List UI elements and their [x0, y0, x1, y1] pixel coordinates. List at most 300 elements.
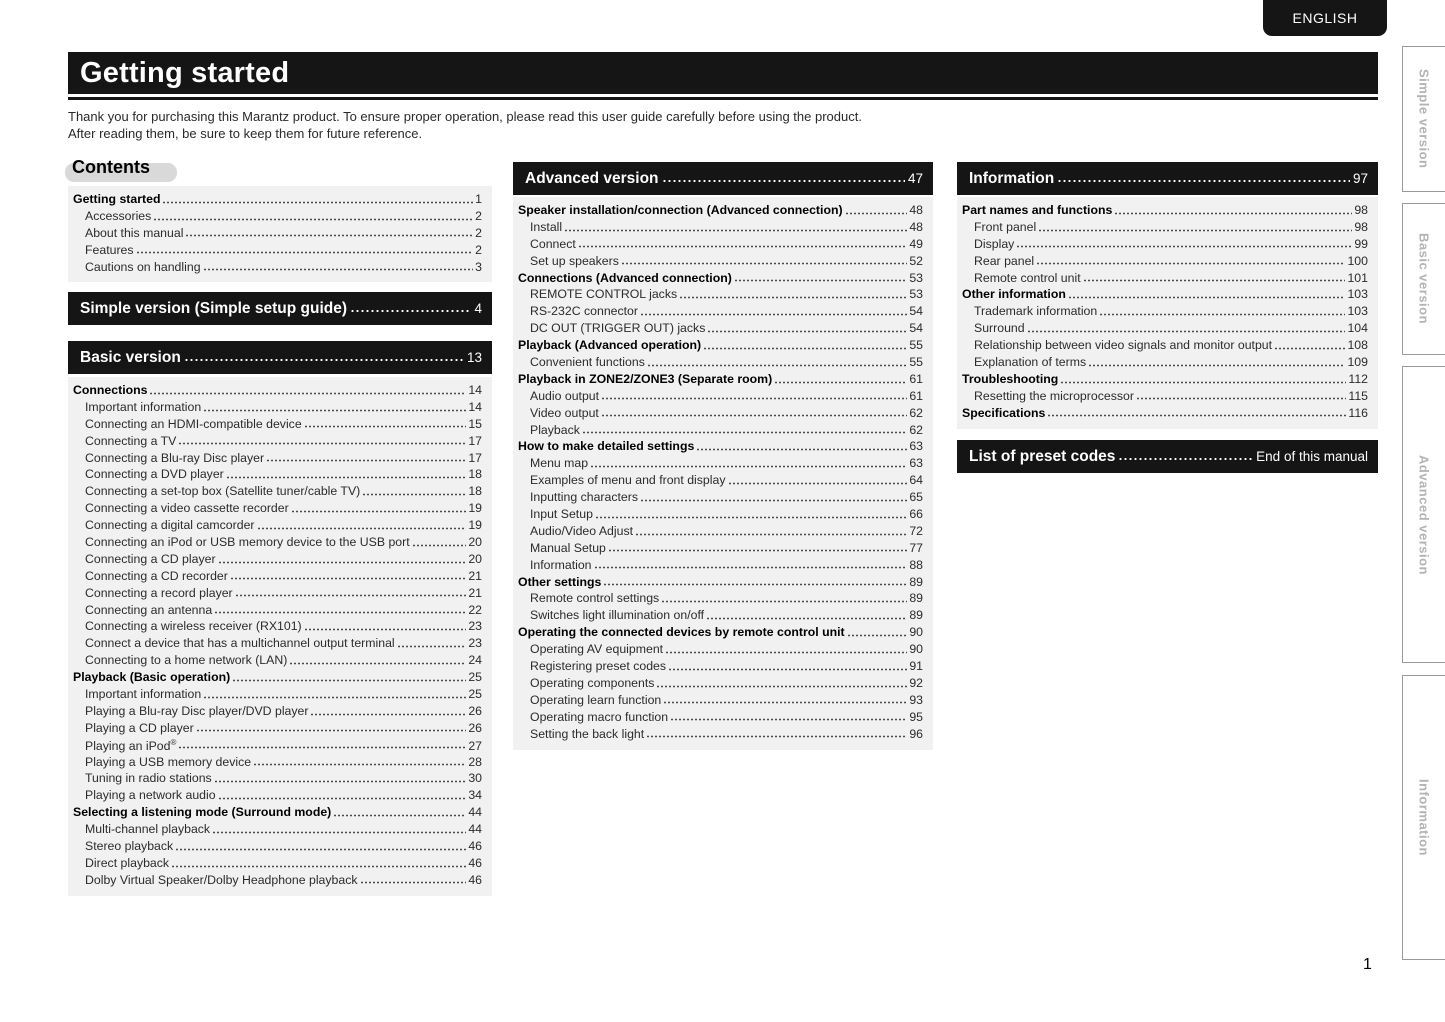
- toc-entry-label: Connecting a TV: [85, 433, 177, 448]
- dot-leader: [1088, 355, 1345, 372]
- dot-leader: [149, 383, 466, 400]
- intro-line-1: Thank you for purchasing this Marantz product. To ensure proper operation, please read this user guide carefully before using the product.: [68, 109, 862, 124]
- dot-leader: [178, 738, 466, 755]
- toc-entry[interactable]: [962, 220, 1368, 237]
- toc-entry-label: Connecting a Blu-ray Disc player: [85, 450, 265, 465]
- dot-leader: [662, 162, 905, 195]
- toc-section-bar-page: End of this manual: [1256, 449, 1368, 464]
- dot-leader: [590, 456, 907, 473]
- toc-entry[interactable]: [73, 704, 482, 721]
- toc-entry-page: 14: [468, 399, 482, 414]
- dot-leader: [214, 603, 466, 620]
- toc-entry-page: 15: [468, 416, 482, 431]
- toc-entry-label: Connecting to a home network (LAN): [85, 653, 288, 668]
- dot-leader: [397, 636, 467, 653]
- toc-entry-label: Display: [974, 236, 1015, 251]
- toc-entry-page: 62: [909, 405, 923, 420]
- toc-entry-label: Manual Setup: [530, 540, 606, 555]
- toc-entry-label: Operating AV equipment: [530, 642, 664, 657]
- toc-entry[interactable]: [518, 490, 923, 507]
- toc-entry[interactable]: [962, 355, 1368, 372]
- toc-entry-label: Playing a CD player: [85, 720, 194, 735]
- toc-entry-page: 89: [909, 591, 923, 606]
- toc-entry[interactable]: [518, 372, 923, 389]
- toc-entry[interactable]: [73, 209, 482, 226]
- toc-entry[interactable]: [518, 541, 923, 558]
- toc-entry[interactable]: [518, 220, 923, 237]
- toc-entry[interactable]: [518, 254, 923, 271]
- toc-section-bar-page: 47: [907, 171, 923, 186]
- toc-entry[interactable]: [518, 423, 923, 440]
- toc-entry[interactable]: [73, 451, 482, 468]
- toc-entry-label: How to make detailed settings: [518, 439, 695, 454]
- toc-section-bar-label: List of preset codes: [969, 447, 1116, 465]
- toc-section-bar[interactable]: [68, 292, 492, 325]
- toc-entry-page: 17: [468, 450, 482, 465]
- toc-entry-page: 18: [468, 484, 482, 499]
- toc-entry-page: 90: [909, 642, 923, 657]
- toc-entry[interactable]: [518, 558, 923, 575]
- toc-entry[interactable]: [73, 501, 482, 518]
- dot-leader: [333, 805, 466, 822]
- toc-entry[interactable]: [518, 203, 923, 220]
- toc-entry[interactable]: [962, 304, 1368, 321]
- intro-line-2: After reading them, be sure to keep them for future reference.: [68, 126, 423, 141]
- toc-entry-label: Direct playback: [85, 855, 170, 870]
- toc-entry-label: Rear panel: [974, 253, 1035, 268]
- dot-leader: [1016, 237, 1352, 254]
- toc-entry[interactable]: [518, 287, 923, 304]
- toc-entry-page: 24: [468, 653, 482, 668]
- toc-section-bar-label: Simple version (Simple setup guide): [80, 299, 347, 317]
- toc-entry-label: Front panel: [974, 219, 1037, 234]
- toc-entry-page: 90: [909, 625, 923, 640]
- toc-section-bar-page: 97: [1352, 171, 1368, 186]
- toc-entry[interactable]: [73, 721, 482, 738]
- dot-leader: [1114, 203, 1352, 220]
- toc-entry[interactable]: [518, 456, 923, 473]
- toc-section-bar[interactable]: [957, 440, 1378, 473]
- toc-entry-label: Playing an iPod®: [85, 737, 177, 753]
- toc-entry-label: Operating components: [530, 675, 655, 690]
- dot-leader: [203, 400, 466, 417]
- toc-entry-label: Connect a device that has a multichannel output terminal: [85, 636, 395, 651]
- side-tab-information[interactable]: Information: [1402, 675, 1445, 960]
- toc-entry-label: Operating macro function: [530, 709, 669, 724]
- toc-entry[interactable]: [518, 321, 923, 338]
- toc-entry-page: 96: [909, 726, 923, 741]
- dot-leader: [360, 873, 467, 890]
- toc-entry-page: 23: [468, 636, 482, 651]
- toc-entry[interactable]: [962, 321, 1368, 338]
- toc-entry-page: 21: [468, 568, 482, 583]
- toc-entry-label: Registering preset codes: [530, 659, 667, 674]
- toc-block: [957, 197, 1378, 429]
- toc-entry-label: Connecting an antenna: [85, 602, 213, 617]
- toc-entry[interactable]: [73, 873, 482, 890]
- toc-entry[interactable]: [962, 254, 1368, 271]
- english-language-tab[interactable]: ENGLISH: [1263, 0, 1387, 36]
- toc-entry[interactable]: [73, 192, 482, 209]
- toc-section-bar[interactable]: [513, 162, 933, 195]
- dot-leader: [235, 586, 467, 603]
- toc-entry-page: 62: [909, 422, 923, 437]
- toc-entry-label: DC OUT (TRIGGER OUT) jacks: [530, 321, 706, 336]
- toc-entry[interactable]: [962, 287, 1368, 304]
- toc-entry-page: 98: [1354, 203, 1368, 217]
- dot-leader: [594, 558, 908, 575]
- dot-leader: [608, 541, 907, 558]
- toc-entry-label: Remote control settings: [530, 591, 660, 606]
- dot-leader: [734, 271, 907, 288]
- dot-leader: [203, 687, 466, 704]
- dot-leader: [845, 203, 908, 220]
- toc-entry[interactable]: [73, 535, 482, 552]
- toc-entry-label: Audio output: [530, 388, 600, 403]
- dot-leader: [350, 292, 471, 325]
- toc-entry[interactable]: [73, 569, 482, 586]
- toc-entry-page: 2: [475, 208, 482, 223]
- toc-entry-label: Connecting a CD recorder: [85, 568, 228, 583]
- toc-entry-label: Specifications: [962, 405, 1046, 420]
- toc-entry-label: Trademark information: [974, 304, 1098, 319]
- toc-section-bar-label: Basic version: [80, 348, 181, 366]
- toc-entry[interactable]: [73, 383, 482, 400]
- toc-section-bar-page: 4: [474, 301, 482, 316]
- toc-entry[interactable]: [518, 659, 923, 676]
- toc-entry-label: Install: [530, 219, 563, 234]
- toc-entry[interactable]: [73, 619, 482, 636]
- dot-leader: [203, 260, 474, 277]
- toc-entry-page: 65: [909, 490, 923, 505]
- dot-leader: [601, 406, 907, 423]
- toc-entry-label: Accessories: [85, 208, 152, 223]
- dot-leader: [670, 710, 907, 727]
- page-title-bar: [68, 52, 1378, 94]
- toc-entry-label: Playing a USB memory device: [85, 754, 252, 769]
- side-tab-advanced-version[interactable]: Advanced version: [1402, 366, 1445, 663]
- toc-entry-page: 66: [909, 507, 923, 522]
- toc-entry-page: 53: [909, 287, 923, 302]
- toc-entry-page: 34: [468, 788, 482, 803]
- toc-entry-page: 99: [1354, 236, 1368, 251]
- toc-entry[interactable]: [73, 839, 482, 856]
- dot-leader: [212, 822, 466, 839]
- toc-entry-page: 26: [468, 703, 482, 718]
- toc-entry[interactable]: [518, 608, 923, 625]
- toc-entry-page: 2: [475, 225, 482, 240]
- toc-entry-label: Other information: [962, 287, 1066, 302]
- toc-entry-page: 103: [1347, 287, 1368, 302]
- toc-entry-label: RS-232C connector: [530, 304, 638, 319]
- toc-entry-page: 28: [468, 754, 482, 769]
- toc-entry[interactable]: [518, 389, 923, 406]
- toc-entry[interactable]: [962, 389, 1368, 406]
- dot-leader: [1099, 304, 1345, 321]
- toc-entry-label: Switches light illumination on/off: [530, 608, 705, 623]
- dot-leader: [171, 856, 466, 873]
- toc-section-bar-label: Advanced version: [525, 169, 659, 187]
- toc-entry-label: Connecting an HDMI-compatible device: [85, 416, 302, 431]
- dot-leader: [291, 501, 467, 518]
- toc-entry-label: Tuning in radio stations: [85, 771, 212, 786]
- dot-leader: [728, 473, 908, 490]
- toc-entry[interactable]: [73, 738, 482, 755]
- toc-entry[interactable]: [73, 586, 482, 603]
- dot-leader: [214, 771, 467, 788]
- toc-entry[interactable]: [518, 473, 923, 490]
- dot-leader: [1274, 338, 1345, 355]
- toc-section-bar[interactable]: [68, 341, 492, 374]
- toc-entry-page: 92: [909, 675, 923, 690]
- toc-entry[interactable]: [73, 653, 482, 670]
- dot-leader: [266, 451, 466, 468]
- toc-entry-page: 54: [909, 304, 923, 319]
- toc-block: [68, 377, 492, 896]
- dot-leader: [595, 507, 907, 524]
- toc-entry-label: Relationship between video signals and monitor output: [974, 338, 1273, 353]
- toc-entry-page: 89: [909, 608, 923, 623]
- toc-entry[interactable]: [518, 575, 923, 592]
- toc-entry-label: Playing a Blu-ray Disc player/DVD player: [85, 703, 309, 718]
- dot-leader: [1068, 287, 1346, 304]
- toc-section-bar-label: Information: [969, 169, 1055, 187]
- dot-leader: [178, 434, 466, 451]
- toc-entry-page: 44: [468, 822, 482, 837]
- toc-entry-page: 25: [468, 687, 482, 702]
- toc-entry-page: 101: [1347, 270, 1368, 285]
- dot-leader: [184, 341, 464, 374]
- toc-entry[interactable]: [73, 400, 482, 417]
- dot-leader: [707, 321, 907, 338]
- toc-entry[interactable]: [73, 467, 482, 484]
- toc-entry[interactable]: [73, 260, 482, 277]
- toc-entry-page: 2: [475, 242, 482, 257]
- toc-entry-page: 27: [468, 738, 482, 753]
- toc-entry-label: Connecting a record player: [85, 585, 233, 600]
- dot-leader: [640, 490, 907, 507]
- dot-leader: [1038, 220, 1352, 237]
- toc-entry-label: Explanation of terms: [974, 355, 1087, 370]
- toc-entry[interactable]: [518, 524, 923, 541]
- toc-entry[interactable]: [518, 676, 923, 693]
- toc-entry[interactable]: [518, 642, 923, 659]
- dot-leader: [362, 484, 466, 501]
- dot-leader: [578, 237, 908, 254]
- toc-entry[interactable]: [962, 237, 1368, 254]
- dot-leader: [218, 788, 467, 805]
- contents-heading: Contents: [72, 157, 150, 178]
- toc-entry[interactable]: [518, 237, 923, 254]
- dot-leader: [661, 591, 907, 608]
- page-number: 1: [1363, 956, 1372, 973]
- toc-entry-page: 103: [1347, 304, 1368, 319]
- toc-entry-label: Part names and functions: [962, 203, 1113, 217]
- dot-leader: [230, 569, 466, 586]
- toc-entry-label: Connecting a DVD player: [85, 467, 224, 482]
- toc-entry-label: Operating learn function: [530, 692, 662, 707]
- toc-entry-page: 18: [468, 467, 482, 482]
- toc-entry-page: 23: [468, 619, 482, 634]
- toc-entry-page: 77: [909, 540, 923, 555]
- toc-entry-page: 20: [468, 535, 482, 550]
- toc-entry[interactable]: [73, 484, 482, 501]
- toc-entry-label: Important information: [85, 399, 202, 414]
- dot-leader: [665, 642, 907, 659]
- toc-entry-label: Input Setup: [530, 507, 593, 522]
- toc-entry-page: 54: [909, 321, 923, 336]
- toc-entry-page: 108: [1347, 338, 1368, 353]
- toc-entry-page: 48: [909, 203, 923, 217]
- dot-leader: [668, 659, 907, 676]
- toc-entry[interactable]: [518, 338, 923, 355]
- toc-section-bar[interactable]: [957, 162, 1378, 195]
- dot-leader: [1036, 254, 1345, 271]
- dot-leader: [847, 625, 908, 642]
- toc-entry[interactable]: [73, 518, 482, 535]
- toc-entry-label: Playback in ZONE2/ZONE3 (Separate room): [518, 371, 773, 386]
- toc-entry-label: Connecting an iPod or USB memory device to the USB port: [85, 535, 410, 550]
- toc-entry-page: 46: [468, 839, 482, 854]
- toc-entry[interactable]: [73, 670, 482, 687]
- toc-entry-label: Speaker installation/connection (Advanced connection): [518, 203, 843, 217]
- toc-entry-label: Menu map: [530, 456, 589, 471]
- toc-entry-label: Multi-channel playback: [85, 822, 211, 837]
- toc-entry[interactable]: [518, 406, 923, 423]
- toc-entry-page: 115: [1348, 388, 1368, 403]
- toc-entry[interactable]: [73, 771, 482, 788]
- toc-entry[interactable]: [73, 603, 482, 620]
- toc-entry-page: 104: [1347, 321, 1368, 336]
- toc-entry[interactable]: [73, 434, 482, 451]
- toc-entry[interactable]: [962, 406, 1368, 423]
- dot-leader: [412, 535, 467, 552]
- toc-entry-label: Playback (Basic operation): [73, 670, 231, 685]
- toc-entry-label: Connecting a CD player: [85, 551, 216, 566]
- toc-entry-label: Connecting a wireless receiver (RX101): [85, 619, 302, 634]
- dot-leader: [257, 518, 467, 535]
- toc-entry-page: 22: [468, 602, 482, 617]
- toc-entry-label: About this manual: [85, 225, 184, 240]
- dot-leader: [136, 243, 474, 260]
- toc-entry[interactable]: [73, 788, 482, 805]
- toc-entry-page: 25: [468, 670, 482, 685]
- toc-entry[interactable]: [73, 226, 482, 243]
- dot-leader: [663, 693, 907, 710]
- toc-entry-label: Troubleshooting: [962, 371, 1059, 386]
- toc-entry-label: Set up speakers: [530, 253, 619, 268]
- toc-entry-page: 52: [909, 253, 923, 268]
- toc-entry-page: 61: [909, 388, 923, 403]
- toc-entry[interactable]: [518, 591, 923, 608]
- toc-entry[interactable]: [73, 805, 482, 822]
- toc-entry-page: 19: [468, 518, 482, 533]
- toc-entry-label: Remote control unit: [974, 270, 1081, 285]
- toc-entry[interactable]: [518, 507, 923, 524]
- toc-entry-label: Playback (Advanced operation): [518, 338, 702, 353]
- toc-entry[interactable]: [518, 625, 923, 642]
- dot-leader: [564, 220, 907, 237]
- toc-entry-label: Playback: [530, 422, 580, 437]
- toc-entry[interactable]: [73, 417, 482, 434]
- toc-entry-label: Examples of menu and front display: [530, 473, 726, 488]
- dot-leader: [253, 755, 466, 772]
- toc-entry-label: Stereo playback: [85, 839, 174, 854]
- toc-entry-page: 63: [909, 456, 923, 471]
- dot-leader: [679, 287, 907, 304]
- toc-entry[interactable]: [73, 755, 482, 772]
- toc-entry-page: 61: [909, 371, 923, 386]
- toc-entry[interactable]: [518, 355, 923, 372]
- toc-entry[interactable]: [518, 439, 923, 456]
- toc-block: [513, 197, 933, 750]
- toc-entry-page: 3: [475, 259, 482, 274]
- toc-entry-page: 20: [468, 551, 482, 566]
- dot-leader: [226, 467, 467, 484]
- dot-leader: [310, 704, 466, 721]
- toc-entry[interactable]: [73, 856, 482, 873]
- toc-entry[interactable]: [518, 304, 923, 321]
- toc-section-bar-page: 13: [466, 350, 482, 365]
- dot-leader: [1118, 440, 1253, 473]
- toc-entry-label: Getting started: [73, 192, 161, 206]
- dot-leader: [1027, 321, 1346, 338]
- toc-entry-page: 112: [1348, 371, 1368, 386]
- dot-leader: [196, 721, 467, 738]
- toc-entry-page: 48: [909, 219, 923, 234]
- toc-entry-page: 14: [468, 383, 482, 397]
- toc-entry[interactable]: [962, 372, 1368, 389]
- dot-leader: [175, 839, 466, 856]
- toc-entry-page: 98: [1354, 219, 1368, 234]
- toc-entry[interactable]: [518, 693, 923, 710]
- toc-entry-label: Connect: [530, 236, 576, 251]
- toc-entry[interactable]: [73, 822, 482, 839]
- toc-entry-page: 1: [475, 192, 482, 206]
- toc-entry[interactable]: [73, 552, 482, 569]
- toc-entry-label: Dolby Virtual Speaker/Dolby Headphone playback: [85, 872, 358, 887]
- side-tab-basic-version[interactable]: Basic version: [1402, 203, 1445, 355]
- toc-entry[interactable]: [73, 243, 482, 260]
- toc-entry[interactable]: [518, 710, 923, 727]
- side-tab-simple-version[interactable]: Simple version: [1402, 46, 1445, 192]
- toc-entry[interactable]: [518, 727, 923, 744]
- toc-entry[interactable]: [962, 338, 1368, 355]
- toc-entry-label: Connections: [73, 383, 148, 397]
- toc-entry-page: 72: [909, 523, 923, 538]
- toc-entry-page: 64: [909, 473, 923, 488]
- dot-leader: [1060, 372, 1346, 389]
- dot-leader: [218, 552, 467, 569]
- dot-leader: [304, 417, 467, 434]
- toc-entry[interactable]: [518, 271, 923, 288]
- toc-entry-label: Inputting characters: [530, 490, 639, 505]
- toc-entry[interactable]: [73, 687, 482, 704]
- toc-entry[interactable]: [73, 636, 482, 653]
- dot-leader: [289, 653, 466, 670]
- dot-leader: [1083, 271, 1346, 288]
- dot-leader: [1047, 406, 1346, 423]
- toc-entry[interactable]: [962, 271, 1368, 288]
- toc-entry-label: Selecting a listening mode (Surround mode): [73, 805, 332, 820]
- toc-entry-page: 19: [468, 501, 482, 516]
- dot-leader: [621, 254, 907, 271]
- dot-leader: [635, 524, 907, 541]
- toc-entry-label: Connecting a set-top box (Satellite tuner/cable TV): [85, 484, 361, 499]
- toc-entry-label: Playing a network audio: [85, 788, 216, 803]
- dot-leader: [656, 676, 907, 693]
- toc-entry[interactable]: [962, 203, 1368, 220]
